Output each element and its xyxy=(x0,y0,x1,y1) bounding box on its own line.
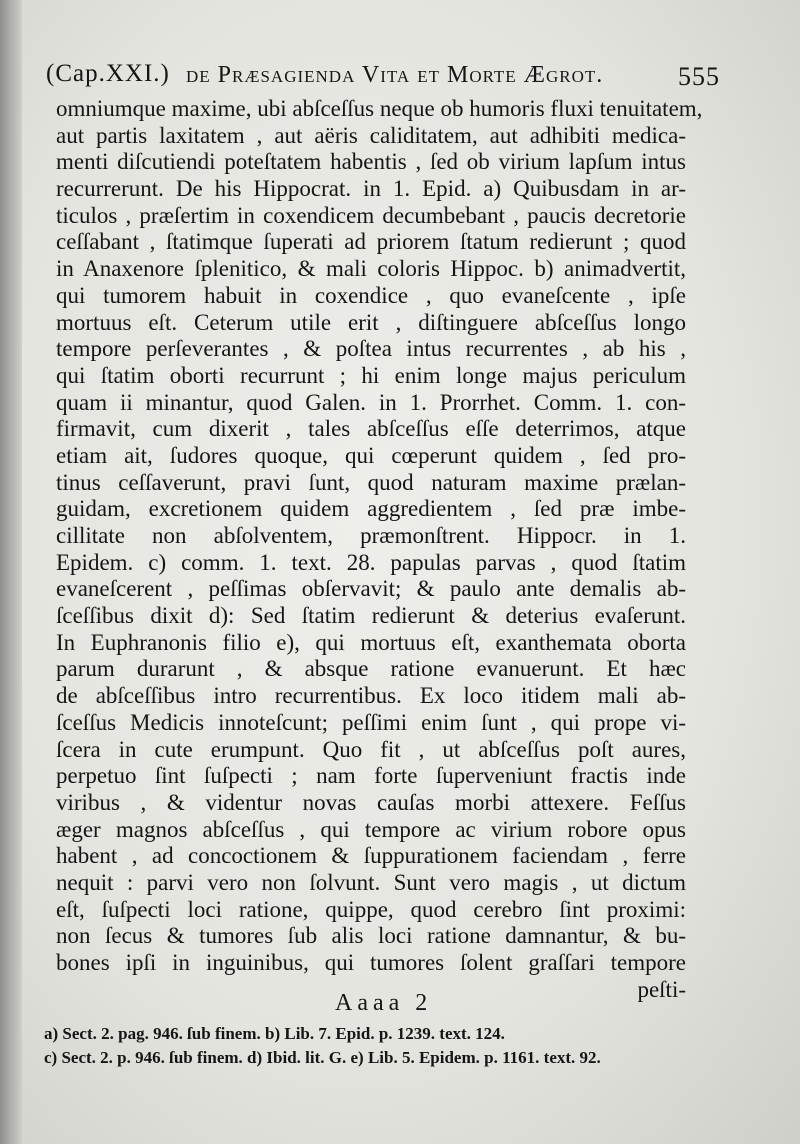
text-line: qui tumorem habuit in coxendice , quo evaneſcente , ipſe xyxy=(56,282,686,308)
text-line: de abſceſſibus intro recurrentibus. Ex loco itidem mali ab- xyxy=(56,683,686,709)
text-line: evaneſcerent , peſſimas obſervavit; & paulo ante demalis ab- xyxy=(56,576,686,602)
text-line: habent , ad concoctionem & ſuppurationem faciendam , ferre xyxy=(56,843,686,869)
text-line: recurrerunt. De his Hippocrat. in 1. Epid. a) Quibusdam in ar- xyxy=(56,176,686,202)
text-line: non ſecus & tumores ſub alis loci ratione damnantur, & bu- xyxy=(56,923,686,949)
text-line: omniumque maxime, ubi abſceſſus neque ob humoris fluxi tenuitatem, xyxy=(56,96,703,121)
text-line: Epidem. c) comm. 1. text. 28. papulas parvas , quod ſtatim xyxy=(56,549,686,575)
text-line: ſceſſibus dixit d): Sed ſtatim redierunt & deterius evaſerunt. xyxy=(56,603,686,629)
text-line: firmavit, cum dixerit , tales abſceſſus eſſe deterrimos, atque xyxy=(56,416,686,442)
text-line: aut partis laxitatem , aut aëris caliditatem, aut adhibiti medica- xyxy=(56,122,686,148)
running-header xyxy=(46,56,720,96)
signature-mark: Aaaa 2 xyxy=(335,990,433,1016)
text-line: ticulos , præſertim in coxendicem decumbebant , paucis decretorie xyxy=(56,202,686,228)
text-line: ſcera in cute erumpunt. Quo fit , ut abſceſſus poſt aures, xyxy=(56,736,686,762)
text-line: æger magnos abſceſſus , qui tempore ac virium robore opus xyxy=(56,816,686,842)
text-line: etiam ait, ſudores quoque, qui cœperunt quidem , ſed pro- xyxy=(56,442,686,468)
text-line: guidam, excretionem quidem aggredientem , ſed præ imbe- xyxy=(56,496,686,522)
text-line: mortuus eſt. Ceterum utile erit , diſtinguere abſceſſus longo xyxy=(56,309,686,335)
footnotes xyxy=(44,1022,689,1070)
main-text xyxy=(56,96,703,1003)
text-line: parum durarunt , & absque ratione evanuerunt. Et hæc xyxy=(56,656,686,682)
text-line: bones ipſi in inguinibus, qui tumores ſolent graſſari tempore xyxy=(56,950,686,975)
text-line: nequit : parvi vero non ſolvunt. Sunt vero magis , ut dictum xyxy=(56,869,686,895)
running-title: de Præsagienda Vita et Morte Ægrot. xyxy=(186,62,604,88)
page-number: 555 xyxy=(678,62,720,91)
text-line: quam ii minantur, quod Galen. in 1. Prorrhet. Comm. 1. con- xyxy=(56,389,686,415)
footnote-line: c) Sect. 2. p. 946. ſub finem. d) Ibid. lit. G. e) Lib. 5. Epidem. p. 1161. text. 92. xyxy=(44,1048,601,1067)
text-line: tempore perſeverantes , & poſtea intus recurrentes , ab his , xyxy=(56,336,686,362)
footnote-line: a) Sect. 2. pag. 946. ſub finem. b) Lib. 7. Epid. p. 1239. text. 124. xyxy=(44,1024,505,1043)
catchword-line: peſti- xyxy=(637,976,686,1002)
text-line: qui ſtatim oborti recurrunt ; hi enim longe majus periculum xyxy=(56,362,686,388)
text-line: ſceſſus Medicis innoteſcunt; peſſimi enim ſunt , qui prope vi- xyxy=(56,709,686,735)
text-line: viribus , & videntur novas cauſas morbi attexere. Feſſus xyxy=(56,789,686,815)
text-line: in Anaxenore ſplenitico, & mali coloris Hippoc. b) animadvertit, xyxy=(56,256,686,282)
text-line: tinus ceſſaverunt, pravi ſunt, quod naturam maxime prælan- xyxy=(56,469,686,495)
chapter-label: (Cap.XXI.) xyxy=(46,60,170,87)
text-line: menti diſcutiendi poteſtatem habentis , ſed ob virium lapſum intus xyxy=(56,149,686,175)
text-line: ceſſabant , ſtatimque ſuperati ad priorem ſtatum redierunt ; quod xyxy=(56,229,686,255)
text-line: eſt, ſuſpecti loci ratione, quippe, quod cerebro ſint proximi: xyxy=(56,896,686,922)
page-gutter-shadow xyxy=(0,0,22,1144)
text-line: perpetuo ſint ſuſpecti ; nam forte ſuperveniunt fractis inde xyxy=(56,763,686,789)
text-line: cillitate non abſolventem, præmonſtrent. Hippocr. in 1. xyxy=(56,523,686,548)
text-line: In Euphranonis filio e), qui mortuus eſt, exanthemata oborta xyxy=(56,629,686,655)
